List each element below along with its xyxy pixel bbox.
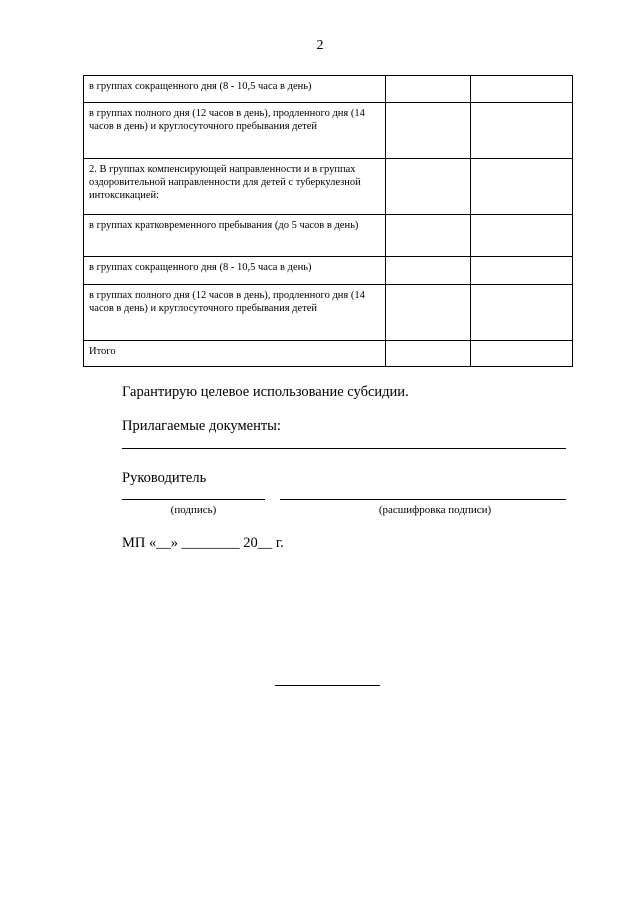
- end-separator-line: [275, 685, 380, 686]
- table-row-total: [84, 341, 573, 367]
- row-value-col2: [386, 103, 471, 159]
- row-value-col3: [471, 103, 573, 159]
- row-value-col3: [471, 285, 573, 341]
- row-value-col3: [471, 76, 573, 103]
- attached-documents-label: Прилагаемые документы:: [122, 418, 281, 434]
- table-row: [84, 159, 573, 215]
- row-value-col3: [471, 215, 573, 257]
- row-label: в группах кратковременного пребывания (до 5 часов в день): [84, 215, 386, 257]
- row-value-col2: [386, 285, 471, 341]
- row-value-col2: [386, 76, 471, 103]
- attached-documents-line: [122, 448, 566, 449]
- row-label: в группах сокращенного дня (8 - 10,5 часа в день): [84, 76, 386, 103]
- row-label: в группах полного дня (12 часов в день), продленного дня (14 часов в день) и круглосуточного пребывания детей: [84, 103, 386, 159]
- row-label: Итого: [84, 341, 386, 367]
- row-label: в группах сокращенного дня (8 - 10,5 часа в день): [84, 257, 386, 285]
- row-value-col3: [471, 159, 573, 215]
- signature-decode-line: [280, 499, 566, 500]
- stamp-date-line: МП «__» ________ 20__ г.: [122, 535, 284, 551]
- table-row: [84, 257, 573, 285]
- head-label: Руководитель: [122, 470, 207, 486]
- guarantee-text: Гарантирую целевое использование субсидии.: [122, 384, 409, 400]
- signature-decode-caption: (расшифровка подписи): [378, 504, 492, 516]
- subsidy-table: [83, 75, 573, 367]
- signature-line: [122, 499, 265, 500]
- table-row: [84, 103, 573, 159]
- row-value-col2: [386, 257, 471, 285]
- row-value-col2: [386, 159, 471, 215]
- page-number: 2: [316, 38, 324, 53]
- signature-caption: (подпись): [170, 504, 217, 516]
- table-row: [84, 215, 573, 257]
- row-value-col2: [386, 341, 471, 367]
- row-label: 2. В группах компенсирующей направленности и в группах оздоровительной направленности для детей с туберкулезной интоксикацией:: [84, 159, 386, 215]
- row-label: в группах полного дня (12 часов в день), продленного дня (14 часов в день) и круглосуточного пребывания детей: [84, 285, 386, 341]
- row-value-col2: [386, 215, 471, 257]
- row-value-col3: [471, 257, 573, 285]
- table-row: [84, 285, 573, 341]
- row-value-col3: [471, 341, 573, 367]
- table-row: [84, 76, 573, 103]
